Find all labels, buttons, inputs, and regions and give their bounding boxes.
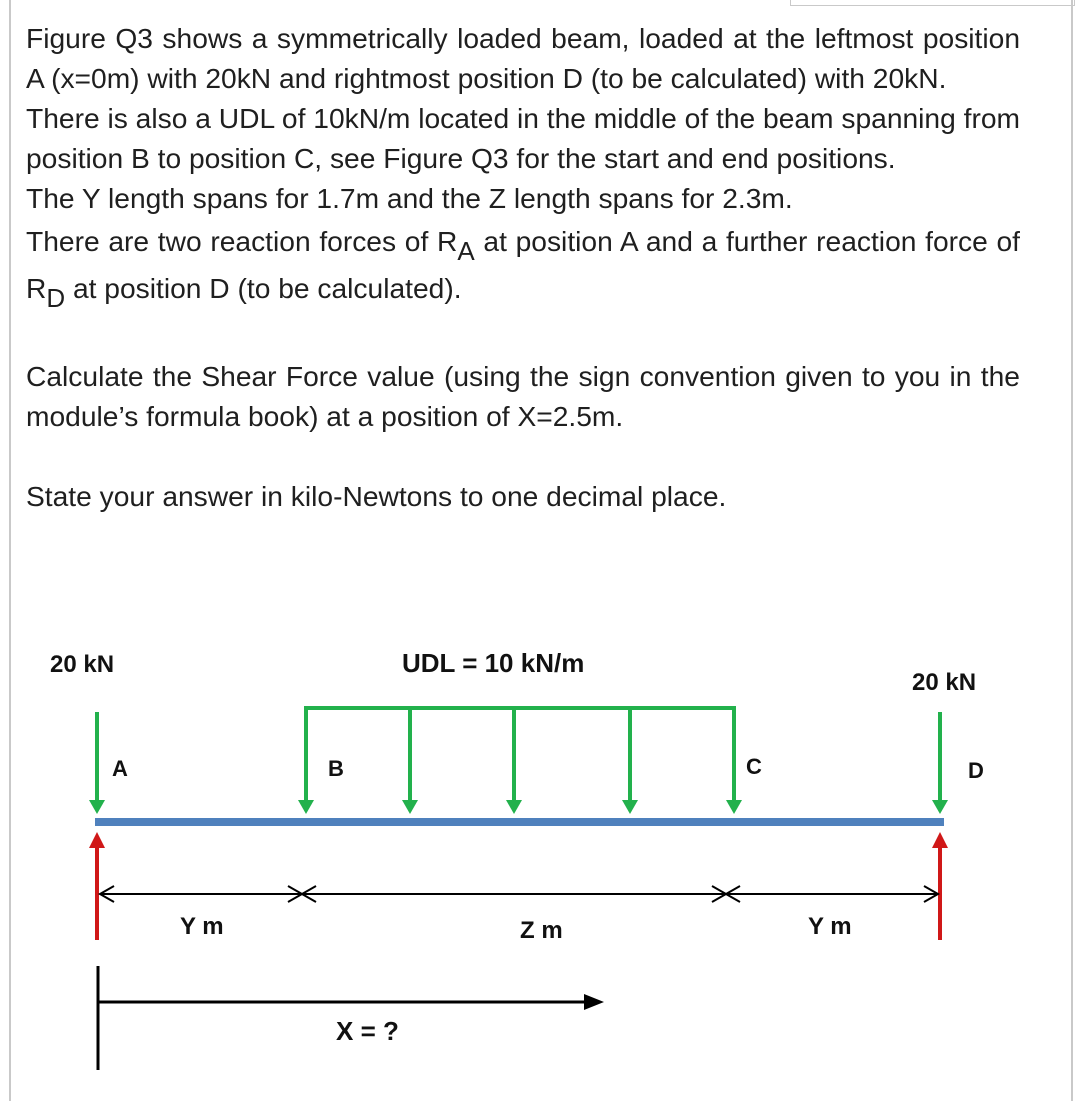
right-load-label: 20 kN — [912, 669, 977, 696]
dim-left-label: Y m — [180, 913, 224, 940]
subscript-d: D — [46, 283, 66, 313]
paragraph-task: Calculate the Shear Force value (using the sign convention given to you in the module’s formula book) at a position of X=2.5m. — [26, 360, 1020, 432]
point-c-label: C — [746, 754, 762, 779]
reactions-text-c: at position D (to be calculated). — [65, 272, 462, 304]
reactions-text-b: at position A and a further reaction force of R — [26, 225, 1020, 304]
paragraph-udl: There is also a UDL of 10kN/m located in the middle of the beam spanning from position B to position C, see Figure Q3 for the start and end positions. — [26, 102, 1020, 174]
paragraph-instruction: State your answer in kilo-Newtons to one decimal place. — [26, 480, 727, 512]
x-arrow-head — [584, 994, 604, 1010]
question-text — [26, 18, 1020, 516]
dim-middle-label: Z m — [520, 917, 563, 944]
reaction-d — [932, 832, 948, 940]
reaction-a — [89, 832, 105, 940]
x-label: X = ? — [336, 1016, 399, 1046]
dim-right-label: Y m — [808, 913, 852, 940]
subscript-a: A — [457, 236, 475, 266]
paragraph-lengths: The Y length spans for 1.7m and the Z length spans for 2.3m. — [26, 182, 793, 214]
beam-diagram — [0, 620, 1080, 1100]
udl-label: UDL = 10 kN/m — [402, 648, 585, 678]
left-load-label: 20 kN — [50, 651, 115, 678]
udl-loads — [298, 706, 742, 814]
top-tab — [790, 0, 1075, 6]
point-d-label: D — [968, 758, 984, 783]
paragraph-intro: Figure Q3 shows a symmetrically loaded beam, loaded at the leftmost position A (x=0m) with 20kN and rightmost position D (to be calculated) with 20kN. — [26, 22, 1020, 94]
point-load-a — [89, 712, 105, 814]
paragraph-reactions — [26, 218, 1020, 312]
dimension-line — [100, 886, 938, 902]
point-b-label: B — [328, 756, 344, 781]
reactions-text-a: There are two reaction forces of R — [26, 225, 458, 257]
point-a-label: A — [112, 756, 128, 781]
point-load-d — [932, 712, 948, 814]
